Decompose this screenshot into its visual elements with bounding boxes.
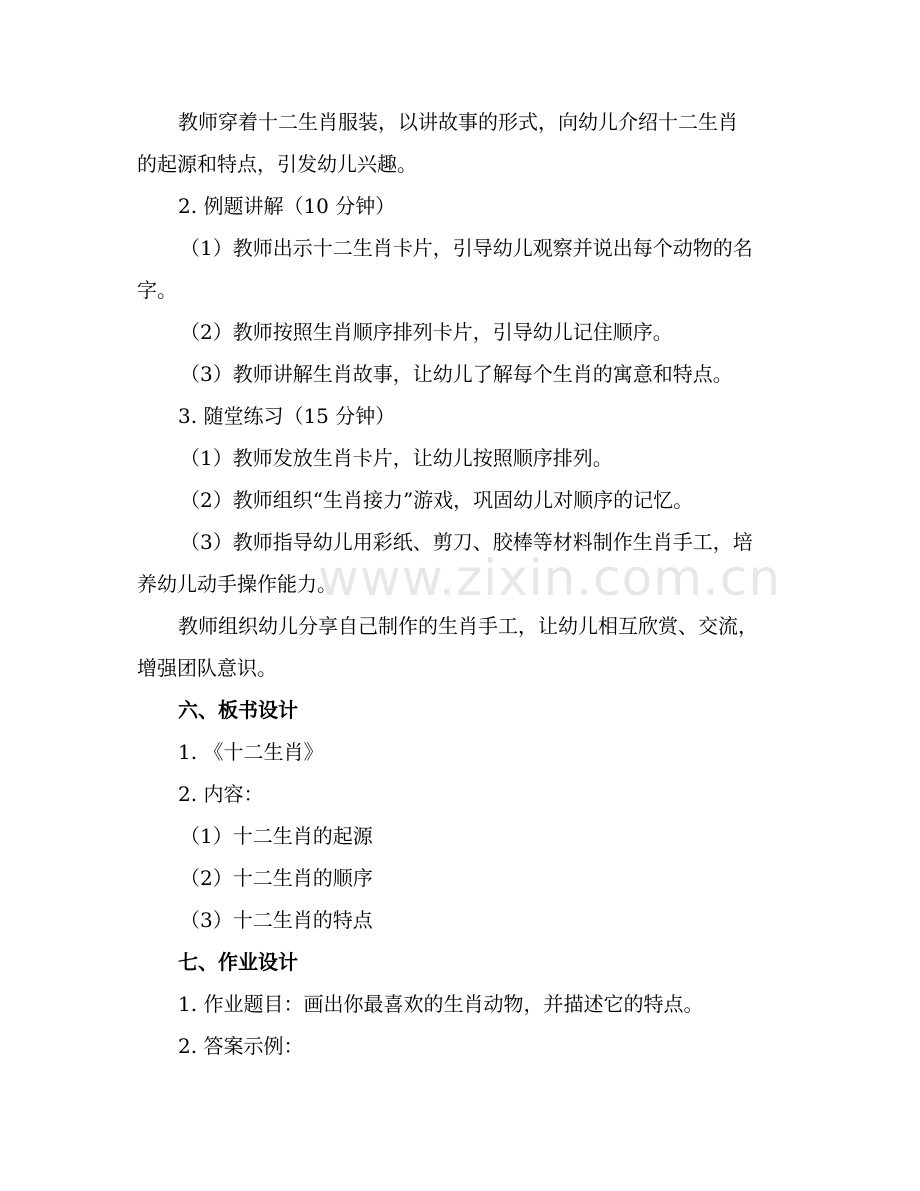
heading-board-design: 六、板书设计 xyxy=(178,698,298,722)
example-item-3: （3）教师讲解生肖故事，让幼儿了解每个生肖的寓意和特点。 xyxy=(180,362,733,386)
section-example-title: 2. 例题讲解（10 分钟） xyxy=(178,194,396,218)
homework-item-2: 2. 答案示例： xyxy=(178,1034,304,1058)
example-item-2: （2）教师按照生肖顺序排列卡片，引导幼儿记住顺序。 xyxy=(180,320,673,344)
board-item-1: 1. 《十二生肖》 xyxy=(178,740,324,764)
practice-item-3-line-1: （3）教师指导幼儿用彩纸、剪刀、胶棒等材料制作生肖手工，培 xyxy=(180,530,753,554)
heading-homework-design: 七、作业设计 xyxy=(178,950,298,974)
board-subitem-1: （1）十二生肖的起源 xyxy=(180,824,373,848)
example-item-1-line-2: 字。 xyxy=(137,278,177,302)
homework-item-1: 1. 作业题目：画出你最喜欢的生肖动物，并描述它的特点。 xyxy=(178,992,704,1016)
paragraph-intro-line-1: 教师穿着十二生肖服装，以讲故事的形式，向幼儿介绍十二生肖 xyxy=(178,110,738,134)
board-subitem-3: （3）十二生肖的特点 xyxy=(180,908,373,932)
paragraph-intro-line-2: 的起源和特点，引发幼儿兴趣。 xyxy=(137,152,417,176)
paragraph-share-line-2: 增强团队意识。 xyxy=(137,656,277,680)
practice-item-3-line-2: 养幼儿动手操作能力。 xyxy=(137,572,337,596)
site-watermark: www.zixin.com.cn xyxy=(318,549,782,607)
paragraph-share-line-1: 教师组织幼儿分享自己制作的生肖手工，让幼儿相互欣赏、交流， xyxy=(178,614,758,638)
practice-item-1: （1）教师发放生肖卡片，让幼儿按照顺序排列。 xyxy=(180,446,613,470)
board-subitem-2: （2）十二生肖的顺序 xyxy=(180,866,373,890)
practice-item-2: （2）教师组织“生肖接力”游戏，巩固幼儿对顺序的记忆。 xyxy=(180,488,694,512)
board-item-2: 2. 内容： xyxy=(178,782,264,806)
example-item-1-line-1: （1）教师出示十二生肖卡片，引导幼儿观察并说出每个动物的名 xyxy=(180,236,753,260)
section-practice-title: 3. 随堂练习（15 分钟） xyxy=(178,404,396,428)
